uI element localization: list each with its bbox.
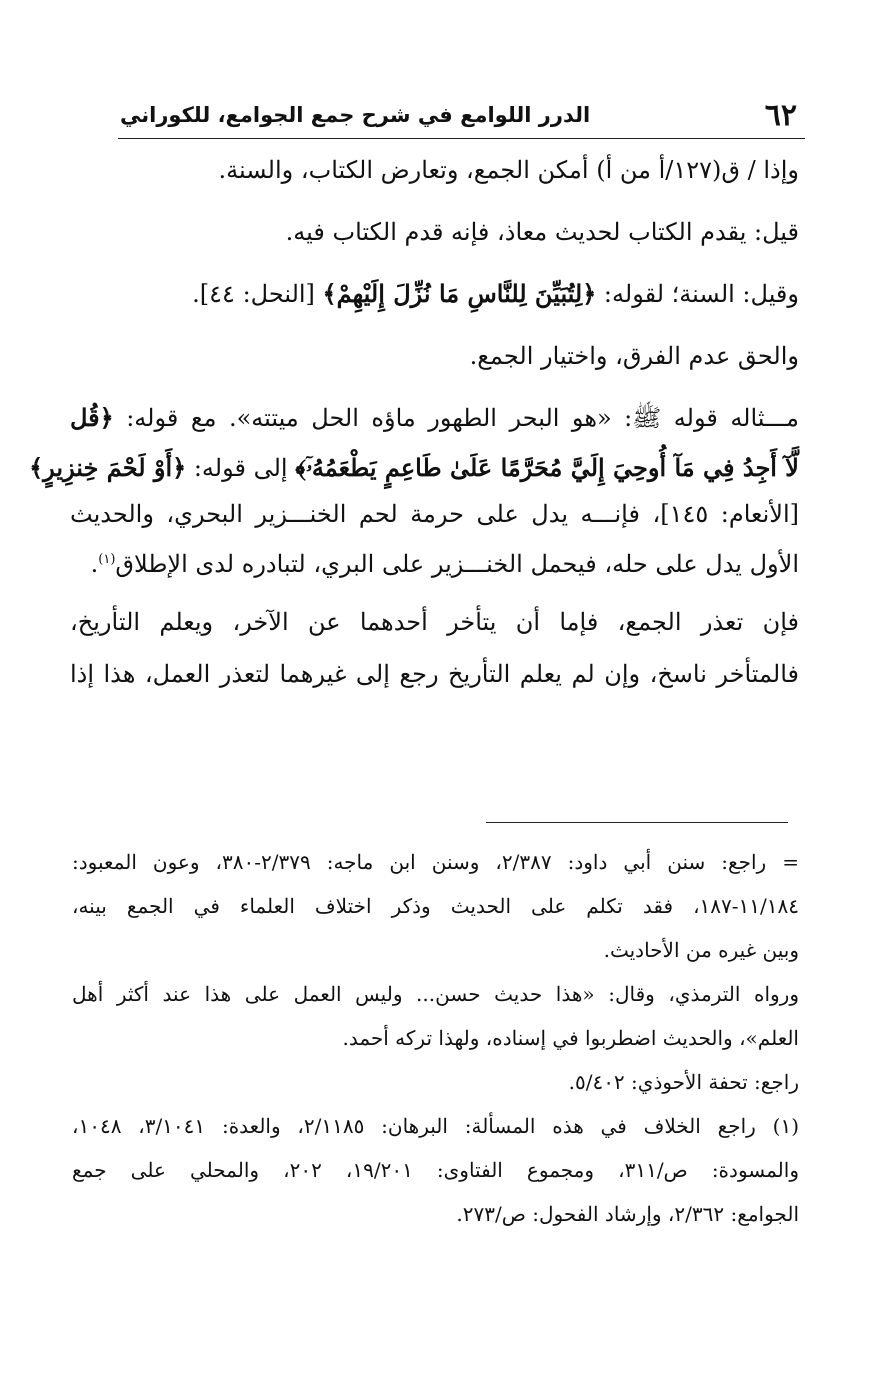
paragraph-5-text: الأول يدل على حله، فيحمل الخنـــزير على البري، لتبادره لدى الإطلاق bbox=[115, 550, 799, 578]
paragraph-6-line-1: فإن تعذر الجمع، فإما أن يتأخر أحدهما عن الآخر، ويعلم التأريخ، bbox=[70, 608, 799, 636]
paragraph-5-end: . bbox=[90, 550, 99, 578]
page-number: ٦٢ bbox=[764, 97, 797, 133]
footnote-continuation-line: ١١/١٨٤-١٨٧، فقد تكلم على الحديث وذكر اختلاف العلماء في الجمع بينه، bbox=[72, 894, 799, 918]
footnote-1-line: والمسودة: ص/٣١١، ومجموع الفتاوى: ١٩/٢٠١، ٢٠٢، والمحلي على جمع bbox=[72, 1158, 799, 1182]
paragraph-5-line-1 bbox=[70, 398, 799, 438]
footnote-continuation-line: ورواه الترمذي، وقال: «هذا حديث حسن... وليس العمل على هذا عند أكثر أهل bbox=[72, 982, 799, 1006]
quran-verse: لَّآ أَجِدُ فِي مَآ أُوحِيَ إِلَيَّ مُحَرَّمًا عَلَىٰ طَاعِمٍ يَطْعَمُهُۥٓ﴾ bbox=[295, 453, 799, 482]
paragraph-3 bbox=[70, 274, 799, 314]
verse-reference: [النحل: ٤٤]. bbox=[192, 280, 323, 308]
footnote-marker: (١) bbox=[98, 552, 116, 567]
footnote-separator bbox=[486, 822, 788, 823]
footnotes bbox=[72, 840, 799, 1236]
paragraph-5-line-4 bbox=[70, 540, 799, 584]
footnote-1-line: (١) راجع الخلاف في هذه المسألة: البرهان: ٢/١١٨٥، والعدة: ٣/١٠٤١، ١٠٤٨، bbox=[72, 1114, 800, 1138]
header-rule bbox=[118, 138, 805, 139]
footnote-continuation-line: = راجع: سنن أبي داود: ٢/٣٨٧، وسنن ابن ماجه: ٢/٣٧٩-٣٨٠، وعون المعبود: bbox=[72, 850, 799, 874]
running-title: الدرر اللوامع في شرح جمع الجوامع، للكوراني bbox=[120, 103, 591, 127]
paragraph-5-mid: إلى قوله: bbox=[186, 454, 296, 482]
quran-verse: ﴿أَوْ لَحْمَ خِنزِيرٍ﴾ bbox=[29, 453, 187, 482]
paragraph-3-lead: وقيل: السنة؛ لقوله: bbox=[596, 280, 799, 308]
quran-verse: ﴿لِتُبَيِّنَ لِلنَّاسِ مَا نُزِّلَ إِلَيْهِمْ﴾ bbox=[322, 279, 597, 308]
quran-verse: ﴿قُل bbox=[70, 403, 114, 432]
main-text bbox=[29, 150, 799, 694]
footnote-continuation-line: وبين غيره من الأحاديث. bbox=[603, 938, 799, 962]
paragraph-5-lead: مـــثاله قوله ﷺ: «هو البحر الطهور ماؤه الحل ميتته». مع قوله: bbox=[113, 404, 799, 432]
paragraph-6-line-2: فالمتأخر ناسخ، وإن لم يعلم التأريخ رجع إلى غيرهما لتعذر العمل، هذا إذا bbox=[70, 660, 799, 688]
footnote-continuation-line: راجع: تحفة الأحوذي: ٥/٤٠٢. bbox=[568, 1070, 799, 1094]
paragraph-1: وإذا / ق(١٢٧/أ من أ) أمكن الجمع، وتعارض الكتاب، والسنة. bbox=[218, 156, 799, 184]
footnote-1-line: الجوامع: ٢/٣٦٢، وإرشاد الفحول: ص/٢٧٣. bbox=[456, 1202, 799, 1226]
footnote-continuation-line: العلم»، والحديث اضطربوا في إسناده، ولهذا تركه أحمد. bbox=[342, 1026, 799, 1050]
paragraph-4: والحق عدم الفرق، واختيار الجمع. bbox=[469, 342, 799, 370]
paragraph-2: قيل: يقدم الكتاب لحديث معاذ، فإنه قدم الكتاب فيه. bbox=[285, 218, 799, 246]
page-header bbox=[120, 90, 797, 140]
paragraph-5-line-3: [الأنعام: ١٤٥]، فإنـــه يدل على حرمة لحم الخنـــزير البحري، والحديث bbox=[70, 500, 799, 528]
paragraph-5-line-2 bbox=[29, 448, 799, 488]
